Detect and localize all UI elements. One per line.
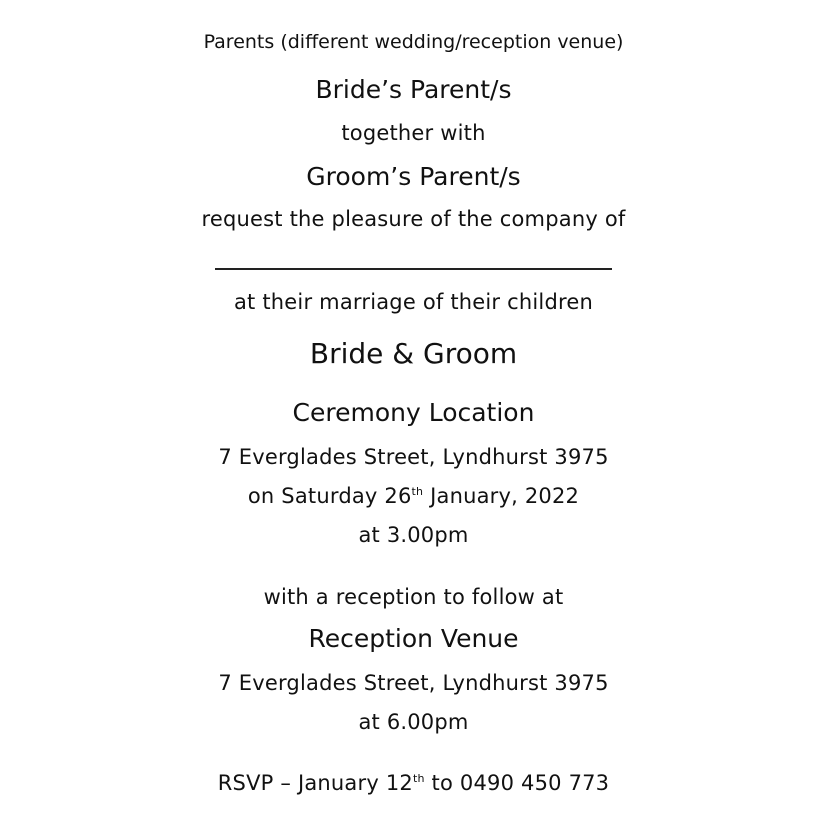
guest-name-blank-line: [215, 268, 612, 270]
header-note: Parents (different wedding/reception venue): [203, 31, 624, 53]
ceremony-date: [0, 486, 827, 507]
rsvp-line: [0, 773, 827, 794]
reception-venue-name: Reception Venue: [308, 624, 519, 653]
reception-intro: with a reception to follow at: [263, 585, 564, 609]
request-line: request the pleasure of the company of: [201, 207, 626, 231]
rsvp-prefix: RSVP – January 12: [217, 771, 413, 795]
grooms-parents: Groom’s Parent/s: [306, 162, 521, 191]
rsvp-ordinal: th: [412, 772, 425, 785]
marriage-line: at their marriage of their children: [233, 290, 594, 314]
together-with: together with: [341, 121, 486, 145]
couple-names: Bride & Groom: [309, 337, 518, 370]
brides-parents: Bride’s Parent/s: [315, 75, 512, 104]
ceremony-date-prefix: on Saturday 26: [247, 484, 412, 508]
ceremony-date-ordinal: th: [411, 485, 424, 498]
rsvp-suffix: to 0490 450 773: [424, 771, 610, 795]
ceremony-date-suffix: January, 2022: [423, 484, 580, 508]
ceremony-address: 7 Everglades Street, Lyndhurst 3975: [218, 445, 609, 469]
reception-address: 7 Everglades Street, Lyndhurst 3975: [218, 671, 609, 695]
reception-time: at 6.00pm: [358, 710, 469, 734]
ceremony-location-name: Ceremony Location: [292, 398, 535, 427]
ceremony-time: at 3.00pm: [358, 523, 469, 547]
